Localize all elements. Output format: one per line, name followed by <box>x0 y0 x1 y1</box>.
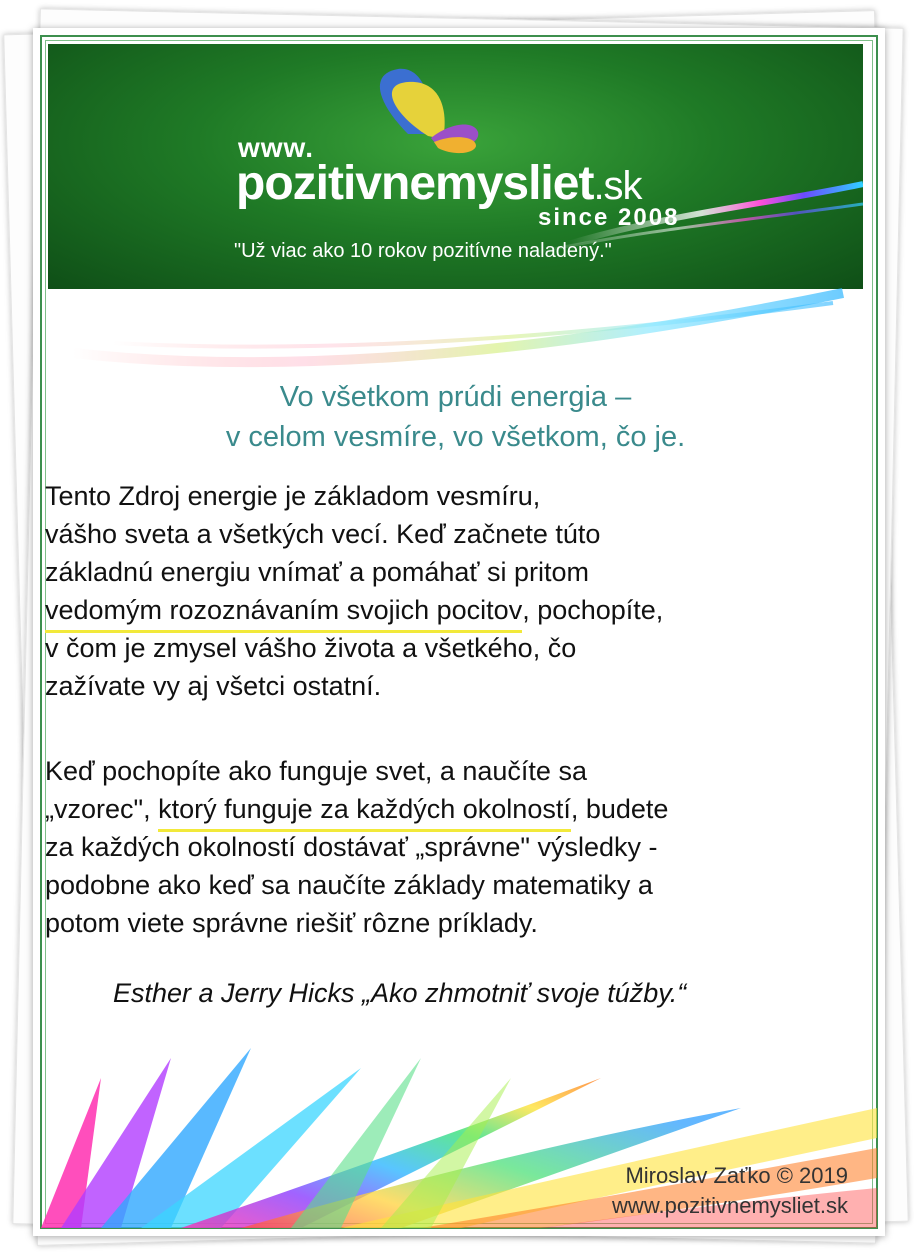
text-line: vášho sveta a všetkých vecí. Keď začnete túto <box>45 519 601 549</box>
site-banner <box>48 44 863 289</box>
highlighted-phrase: vedomým rozoznávaním svojich pocitov <box>45 592 522 633</box>
quote-attribution: Esther a Jerry Hicks „Ako zhmotniť svoje túžby.“ <box>113 978 687 1008</box>
signature-author: Miroslav Zaťko © 2019 <box>625 1163 848 1188</box>
banner-slogan: "Už viac ako 10 rokov pozitívne naladený." <box>234 240 612 262</box>
text-line <box>45 592 663 633</box>
signature-website: www.pozitivnemysliet.sk <box>612 1193 848 1218</box>
highlighted-phrase: ktorý funguje za každých okolností <box>158 791 571 832</box>
text-fragment: „vzorec", <box>45 794 159 824</box>
rainbow-swirl-decoration <box>53 283 853 373</box>
text-line: za každých okolností dostávať „správne" výsledky - <box>45 832 658 862</box>
brand-tld: .sk <box>593 164 642 208</box>
banner-since: since 2008 <box>538 204 680 231</box>
butterfly-icon <box>380 69 478 153</box>
text-line <box>45 791 668 832</box>
text-fragment: , budete <box>570 794 669 824</box>
text-line: základnú energiu vnímať a pomáhať si pritom <box>45 557 590 587</box>
text-line: v čom je zmysel vášho života a všetkého, čo <box>45 633 577 663</box>
quote-card <box>33 28 885 1236</box>
text-line: podobne ako keď sa naučíte základy matematiky a <box>45 870 653 900</box>
text-line: zažívate vy aj všetci ostatní. <box>45 671 382 701</box>
heading-line-2: v celom vesmíre, vo všetkom, čo je. <box>225 421 686 453</box>
banner-brand <box>236 156 642 211</box>
text-line: potom viete správne riešiť rôzne príklady. <box>45 908 538 938</box>
heading-line-1: Vo všetkom prúdi energia – <box>279 381 632 413</box>
text-line: Tento Zdroj energie je základom vesmíru, <box>45 481 541 511</box>
banner-www: www. <box>238 132 315 163</box>
text-line: Keď pochopíte ako funguje svet, a naučíte sa <box>45 756 587 786</box>
brand-main: pozitivnemysliet <box>236 157 594 210</box>
text-fragment: , pochopíte, <box>522 595 664 625</box>
